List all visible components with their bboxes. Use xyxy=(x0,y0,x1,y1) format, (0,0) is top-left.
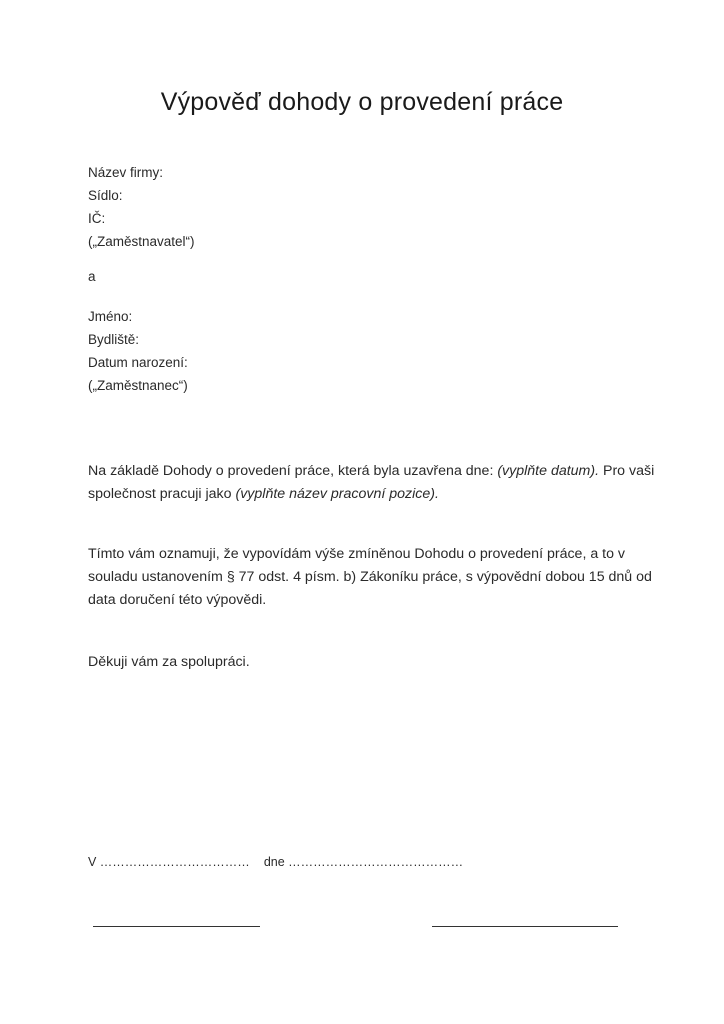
conjunction-text: a xyxy=(88,269,96,284)
employee-role-label: („Zaměstnanec“) xyxy=(88,378,188,393)
employer-role-label: („Zaměstnavatel“) xyxy=(88,234,195,249)
document-title: Výpověď dohody o provedení práce xyxy=(160,88,564,116)
company-name-label: Název firmy: xyxy=(88,165,164,180)
position-placeholder: (vyplňte název pracovní pozice). xyxy=(235,486,439,502)
agreement-paragraph xyxy=(88,460,668,506)
agreement-text-part2: Pro vaši společnost pracuji jako xyxy=(88,463,655,502)
date-placeholder: (vyplňte datum). xyxy=(497,463,600,479)
employee-name-label: Jméno: xyxy=(88,309,133,324)
place-date-row xyxy=(88,855,463,869)
employee-signature-line xyxy=(93,926,260,927)
employee-residence-label: Bydliště: xyxy=(88,332,140,347)
place-field: V ……………………………… xyxy=(88,855,250,869)
agreement-text-part1: Na základě Dohody o provedení práce, která byla uzavřena dne: xyxy=(88,463,498,479)
termination-paragraph: Tímto vám oznamuji, že vypovídám výše zmíněnou Dohodu o provedení práce, a to v souladu ustanovením § 77 odst. 4 písm. b) Zákoníku práce, s výpovědní dobou 15 dnů od data doručení této výpovědi. xyxy=(88,546,652,608)
employer-signature-line xyxy=(432,926,618,927)
thanks-text: Děkuji vám za spolupráci. xyxy=(88,654,250,670)
company-seat-label: Sídlo: xyxy=(88,188,123,203)
date-field: dne …………………………………… xyxy=(263,855,464,869)
company-id-label: IČ: xyxy=(88,211,106,226)
employee-birth-label: Datum narození: xyxy=(88,355,188,370)
